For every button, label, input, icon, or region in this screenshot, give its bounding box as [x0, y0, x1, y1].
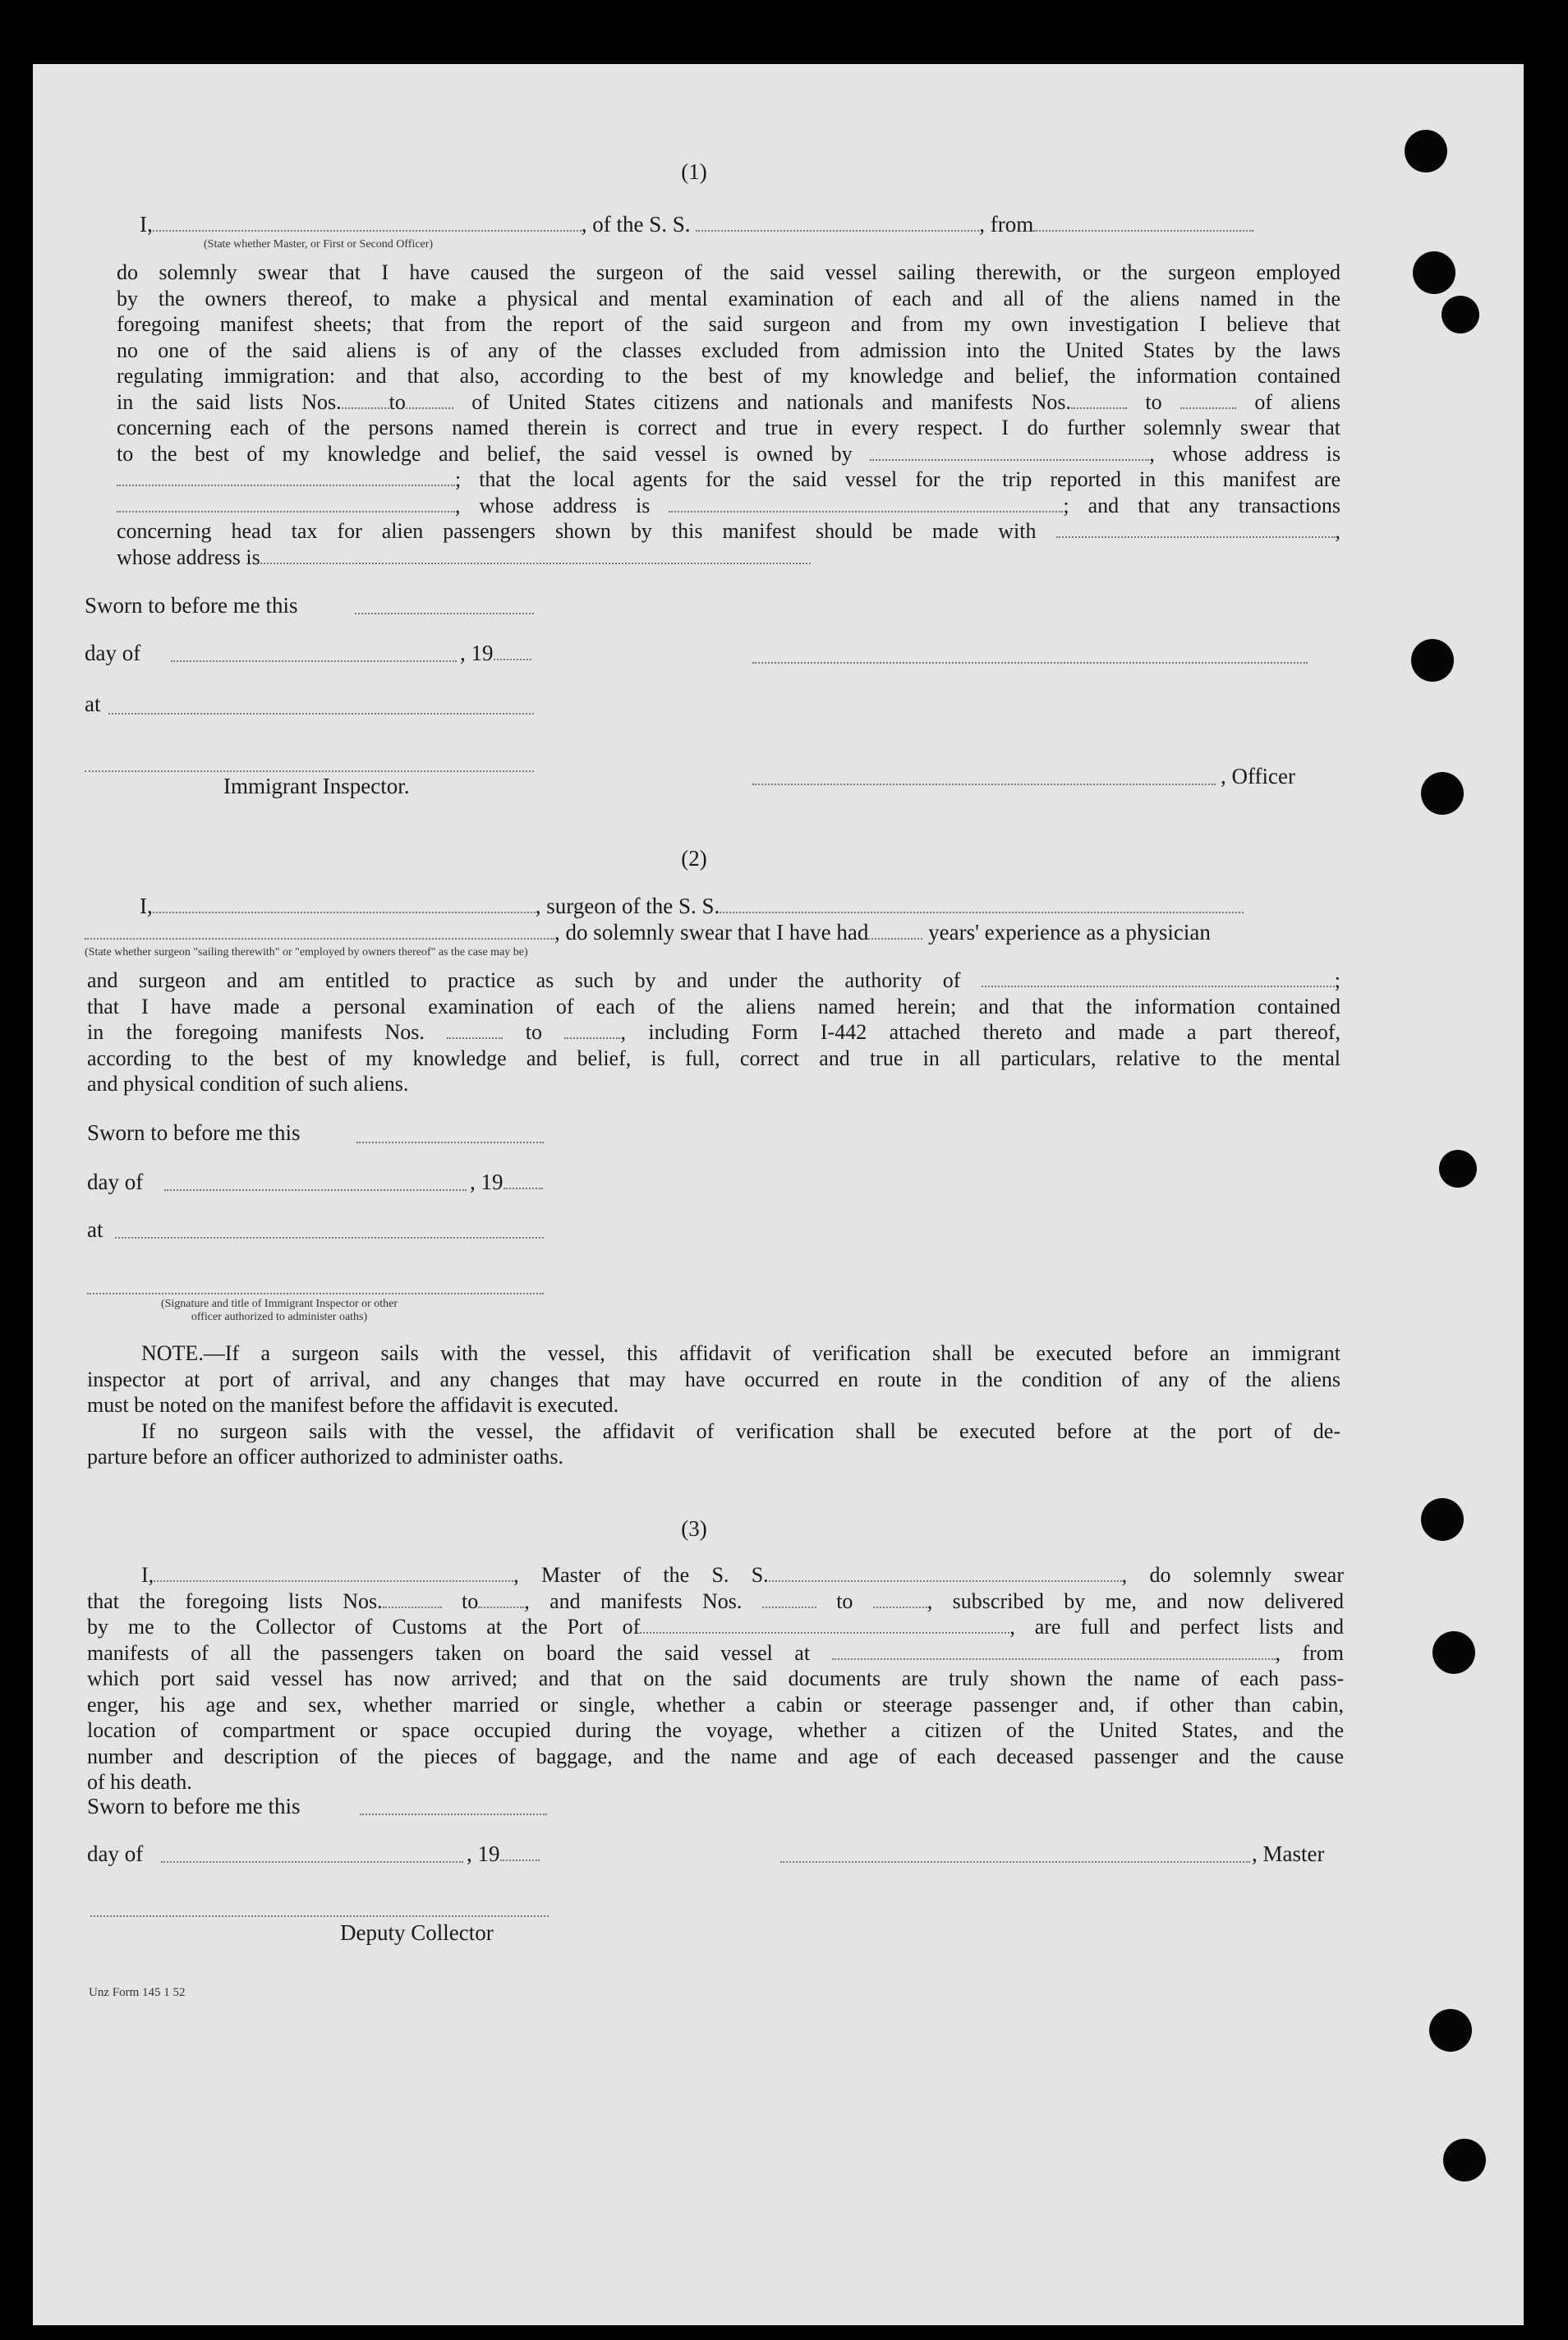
s1-para-line: no one of the said aliens is of any of the classes excluded from admission into the United States by the laws: [117, 338, 1340, 362]
text: , do solemnly swear: [1121, 1563, 1345, 1587]
text: manifests of all the passengers taken on board the said vessel at: [87, 1640, 811, 1665]
text: , are full and perfect lists and: [1009, 1615, 1344, 1639]
s2-line-2: [85, 920, 1211, 945]
blank-manifests-from: [1071, 391, 1127, 409]
s2-dayof-label: day of: [87, 1170, 144, 1194]
s1-para-line: [117, 467, 1340, 493]
s1-para-line: regulating immigration: and that also, according to the best of my knowledge and belief, the information contained: [117, 364, 1340, 388]
s2-year-label: [470, 1170, 543, 1195]
note-line: must be noted on the manifest before the affidavit is executed.: [87, 1393, 619, 1417]
punch-hole: [1439, 1150, 1477, 1188]
s1-para-line: by the owners thereof, to make a physical and mental examination of each and all of the aliens named in the: [117, 286, 1340, 310]
text: and surgeon and am entitled to practice as such by and under the authority of: [87, 968, 961, 992]
s1-para-line: [117, 441, 1340, 467]
blank-owner: [870, 443, 1149, 461]
section-3-body: [87, 1562, 1344, 1795]
punch-hole: [1413, 251, 1455, 294]
s2-line-1: [140, 894, 1244, 919]
s2-para-line: that I have made a personal examination of each of the aliens named herein; and that the information contained: [87, 994, 1340, 1018]
blank-authority: [982, 969, 1335, 987]
blank-manifests-from: [762, 1590, 816, 1608]
blank-lists-from: [383, 1590, 442, 1608]
s1-dayof-blank: [171, 660, 457, 662]
text: in the said lists Nos.: [117, 389, 342, 414]
s2-para-line: and physical condition of such aliens.: [87, 1072, 409, 1096]
s1-sworn-blank: [355, 613, 534, 614]
blank-years: [868, 922, 922, 940]
text: , from: [1275, 1640, 1345, 1665]
s3-master-label: , Master: [1252, 1841, 1325, 1866]
s3-para-line: which port said vessel has now arrived; and that on the said documents are truly shown the name of each pass-: [87, 1667, 1344, 1690]
blank-lists-to: [406, 391, 453, 409]
s3-para-line: location of compartment or space occupied during the voyage, whether a citizen of the United States, and the: [87, 1718, 1344, 1742]
blank-owner-address: [117, 468, 455, 486]
s1-officer-blank: [752, 784, 1216, 785]
text: , and manifests Nos.: [524, 1588, 743, 1613]
text: , surgeon of the S. S.: [535, 894, 720, 918]
s3-sworn-blank: [360, 1814, 547, 1815]
note-block: [87, 1340, 1340, 1470]
s3-sworn-label: Sworn to before me this: [87, 1794, 301, 1818]
s3-collector-signature-blank: [90, 1915, 549, 1917]
text: by me to the Collector of Customs at the Port of: [87, 1615, 641, 1639]
blank-master-name: [154, 1564, 513, 1582]
s2-para-line: [87, 968, 1340, 994]
punch-hole: [1421, 772, 1464, 815]
text: , including Form I-442 attached thereto and made a part thereof,: [620, 1020, 1341, 1044]
s1-inspector-signature-blank: [85, 770, 534, 772]
text: concerning head tax for alien passengers shown by this manifest should be made with: [117, 519, 1037, 543]
blank-vessel: [696, 214, 979, 232]
form-id-label: Unz Form 145 1 52: [89, 1986, 186, 1999]
text: I,: [141, 1563, 154, 1587]
text: (Signature and title of Immigrant Inspector or other: [160, 1298, 398, 1310]
punch-hole: [1443, 2139, 1486, 2181]
punch-hole: [1432, 1631, 1475, 1674]
section-3-heading: (3): [681, 1516, 707, 1541]
blank-manifests-to: [1180, 391, 1236, 409]
s1-field-note: (State whether Master, or First or Second Officer): [204, 238, 434, 251]
s3-dayof-label: day of: [87, 1841, 144, 1866]
s1-at-blank: [108, 713, 534, 715]
section-2-body: [87, 968, 1340, 1097]
s1-para-line: do solemnly swear that I have caused the surgeon of the said vessel sailing therewith, or the surgeon employed: [117, 260, 1340, 284]
blank-agents: [117, 494, 455, 513]
text: to: [389, 389, 406, 414]
blank-from: [1033, 214, 1253, 232]
text: , 19: [467, 1841, 500, 1866]
blank-year: [500, 1843, 540, 1861]
text: ,: [1335, 519, 1341, 543]
text: , Master of the S. S.: [513, 1563, 769, 1587]
blank-surgeon-vessel: [720, 895, 1244, 913]
s1-officer-label: , Officer: [1221, 764, 1295, 788]
blank-lists-from: [342, 391, 389, 409]
s3-para-line: [87, 1588, 1344, 1615]
text: , from: [979, 212, 1034, 237]
s2-inspector-signature-blank: [87, 1293, 544, 1294]
text: , 19: [470, 1170, 504, 1194]
punch-hole: [1442, 296, 1479, 333]
note-line: NOTE.—If a surgeon sails with the vessel, this affidavit of verification shall be executed before an immigrant: [141, 1341, 1340, 1365]
text: to: [1145, 389, 1162, 414]
s2-sworn-blank: [356, 1142, 544, 1143]
note-line: inspector at port of arrival, and any changes that may have occurred en route in the condition of any of the aliens: [87, 1367, 1340, 1391]
text: , do solemnly swear that I have had: [554, 920, 869, 945]
blank-manifests-to: [873, 1590, 927, 1608]
section-1-heading: (1): [681, 159, 707, 184]
s2-at-blank: [115, 1237, 544, 1239]
blank-lists-to: [478, 1590, 524, 1608]
s3-para-line: of his death.: [87, 1770, 192, 1794]
blank-officer: [153, 214, 582, 232]
text: years' experience as a physician: [928, 920, 1211, 945]
s1-officer-signature-blank: [752, 662, 1308, 664]
text: ; that the local agents for the said vessel for the trip reported in this manifest are: [455, 467, 1340, 491]
text: in the foregoing manifests Nos.: [87, 1020, 425, 1044]
s1-line-1: [140, 212, 1253, 237]
s3-para-line: number and description of the pieces of baggage, and the name and age of each deceased passenger and the cause: [87, 1744, 1344, 1768]
punch-hole: [1429, 2009, 1472, 2052]
s2-sworn-label: Sworn to before me this: [87, 1120, 301, 1145]
text: ;: [1334, 968, 1341, 992]
blank-year: [494, 642, 531, 660]
blank-surgeon-name: [153, 895, 536, 913]
text: to: [836, 1588, 853, 1613]
blank-port: [640, 1616, 1009, 1634]
s3-para-line: enger, his age and sex, whether married or single, whether a cabin or steerage passenger and, if other than cabin,: [87, 1692, 1344, 1717]
text: to: [525, 1020, 543, 1044]
s2-para-line: [87, 1019, 1340, 1046]
text: ; and that any transactions: [1063, 493, 1340, 517]
punch-hole: [1411, 639, 1454, 682]
blank-manifest-to: [564, 1021, 620, 1039]
s2-at-label: at: [87, 1217, 103, 1242]
s1-para-line: foregoing manifest sheets; that from the report of the said surgeon and from my own investigation I believe that: [117, 312, 1340, 336]
note-line: parture before an officer authorized to administer oaths.: [87, 1445, 563, 1469]
s1-para-line: [117, 493, 1340, 519]
s1-para-line: [117, 389, 1340, 416]
s1-at-label: at: [85, 692, 101, 716]
s3-master-signature-blank: [780, 1861, 1250, 1863]
s2-dayof-blank: [164, 1189, 467, 1191]
s1-sworn-label: Sworn to before me this: [85, 593, 298, 618]
text: that the foregoing lists Nos.: [87, 1588, 383, 1613]
note-line: If no surgeon sails with the vessel, the affidavit of verification shall be executed before at the port of de-: [141, 1418, 1340, 1443]
blank-agents-address: [669, 494, 1063, 513]
text: , whose address is: [455, 493, 651, 517]
text: I,: [140, 894, 153, 918]
punch-hole: [1405, 130, 1447, 172]
s1-para-line: [117, 518, 1340, 545]
text: officer authorized to administer oaths): [191, 1311, 368, 1323]
s1-inspector-label: Immigrant Inspector.: [223, 774, 410, 798]
blank-boarding-port: [832, 1642, 1276, 1660]
text: , whose address is: [1149, 441, 1340, 466]
s3-para-line: [87, 1562, 1344, 1588]
s1-year-label: [460, 641, 531, 666]
text: I,: [140, 212, 153, 237]
text: to: [462, 1588, 479, 1613]
s2-signature-note: [156, 1298, 402, 1324]
s3-para-line: [87, 1614, 1344, 1640]
blank-master-vessel: [769, 1564, 1122, 1582]
s1-para-line: [117, 545, 1340, 571]
blank-surgeon-status: [85, 922, 554, 940]
blank-head-tax-address: [260, 546, 811, 564]
section-1-body: [117, 260, 1340, 570]
s3-year-label: [467, 1841, 540, 1867]
s2-para-line: according to the best of my knowledge and belief, is full, correct and true in all particulars, relative to the mental: [87, 1046, 1340, 1070]
punch-hole: [1421, 1498, 1464, 1541]
section-2-heading: (2): [681, 846, 707, 871]
text: , of the S. S.: [581, 212, 691, 237]
s3-deputy-collector-label: Deputy Collector: [340, 1920, 494, 1945]
s3-para-line: [87, 1640, 1344, 1667]
s1-para-line: concerning each of the persons named therein is correct and true in every respect. I do further solemnly swear that: [117, 416, 1340, 439]
text: of aliens: [1254, 389, 1340, 414]
blank-head-tax: [1056, 520, 1336, 538]
text: of United States citizens and nationals and manifests Nos.: [471, 389, 1072, 414]
s3-dayof-blank: [161, 1861, 463, 1863]
document-page: [33, 64, 1524, 2325]
blank-year: [504, 1171, 543, 1189]
s2-field-note: (State whether surgeon "sailing therewith" or "employed by owners thereof" as the case may be): [85, 946, 528, 959]
blank-manifest-from: [447, 1021, 503, 1039]
text: , subscribed by me, and now delivered: [927, 1588, 1345, 1613]
s1-dayof-label: day of: [85, 641, 141, 665]
text: to the best of my knowledge and belief, the said vessel is owned by: [117, 441, 853, 466]
text: , 19: [460, 641, 494, 665]
text: whose address is: [117, 545, 260, 569]
